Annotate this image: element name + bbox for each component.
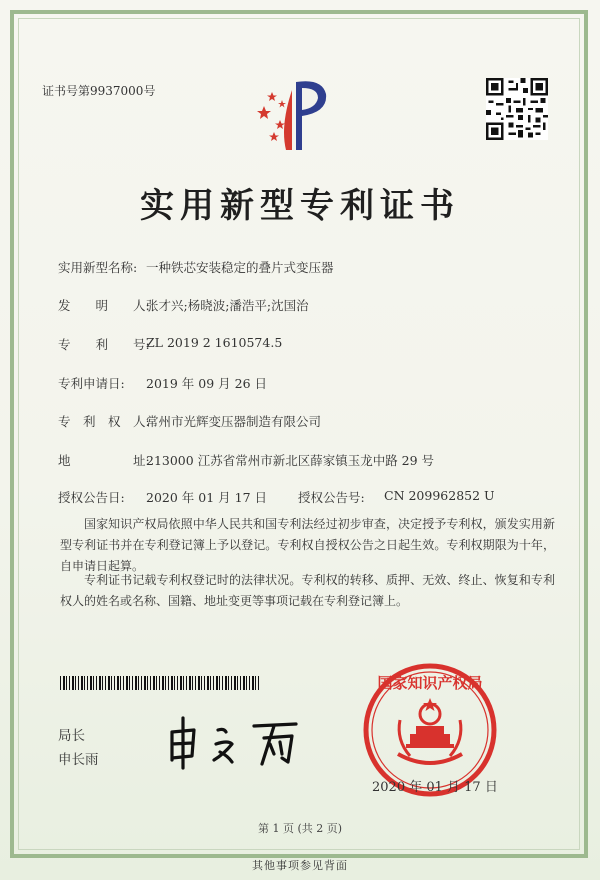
patent-office-logo (252, 76, 332, 152)
application-date-value: 2019 年 09 月 26 日 (146, 376, 267, 391)
certificate-number: 证书号第9937000号 (42, 84, 156, 98)
grant-statement-paragraph: 国家知识产权局依照中华人民共和国专利法经过初步审查，决定授予专利权，颁发实用新型专利证书并在专利登记簿上予以登记。专利权自授权公告之日起生效。专利权期限为十年，自申请日起算。 (60, 517, 555, 573)
application-date-label: 专利申请日: (58, 376, 125, 391)
barcode (60, 676, 260, 690)
grant-announcement-number-value: CN 209962852 U (384, 488, 495, 503)
grant-announcement-date-value: 2020 年 01 月 17 日 (146, 490, 267, 505)
patentee-value: 常州市光辉变压器制造有限公司 (146, 414, 322, 429)
address-value: 213000 江苏省常州市新北区薛家镇玉龙中路 29 号 (146, 453, 435, 468)
patentee-label: 专 利 权 人: (58, 414, 150, 429)
grant-announcement-date-label: 授权公告日: (58, 490, 125, 505)
director-name: 申长雨 (58, 752, 99, 768)
certificate-title: 实用新型专利证书 (140, 186, 460, 226)
director-signature (158, 710, 308, 770)
address-label: 地 址: (58, 453, 150, 468)
director-title: 局长 (58, 728, 85, 744)
page-number: 第 1 页 (共 2 页) (257, 822, 343, 835)
registration-statement-paragraph: 专利证书记载专利权登记时的法律状况。专利权的转移、质押、无效、终止、恢复和专利权人的姓名或名称、国籍、地址变更等事项记载在专利登记簿上。 (60, 573, 555, 608)
inventors-label: 发 明 人: (58, 298, 150, 313)
grant-announcement-number-label: 授权公告号: (298, 490, 365, 505)
seal-date: 2020 年 01 月 17 日 (372, 780, 498, 795)
qr-code (486, 78, 548, 140)
inventors-value: 张才兴;杨晓波;潘浩平;沈国治 (146, 298, 309, 313)
seal-text: 国家知识产权局 (377, 676, 483, 692)
utility-model-name-label: 实用新型名称: (58, 260, 138, 275)
patent-number-label: 专 利 号: (58, 337, 150, 352)
patent-number-value: ZL 2019 2 1610574.5 (146, 335, 283, 350)
back-note: 其他事项参见背面 (252, 859, 348, 872)
utility-model-name-value: 一种铁芯安装稳定的叠片式变压器 (146, 260, 334, 275)
